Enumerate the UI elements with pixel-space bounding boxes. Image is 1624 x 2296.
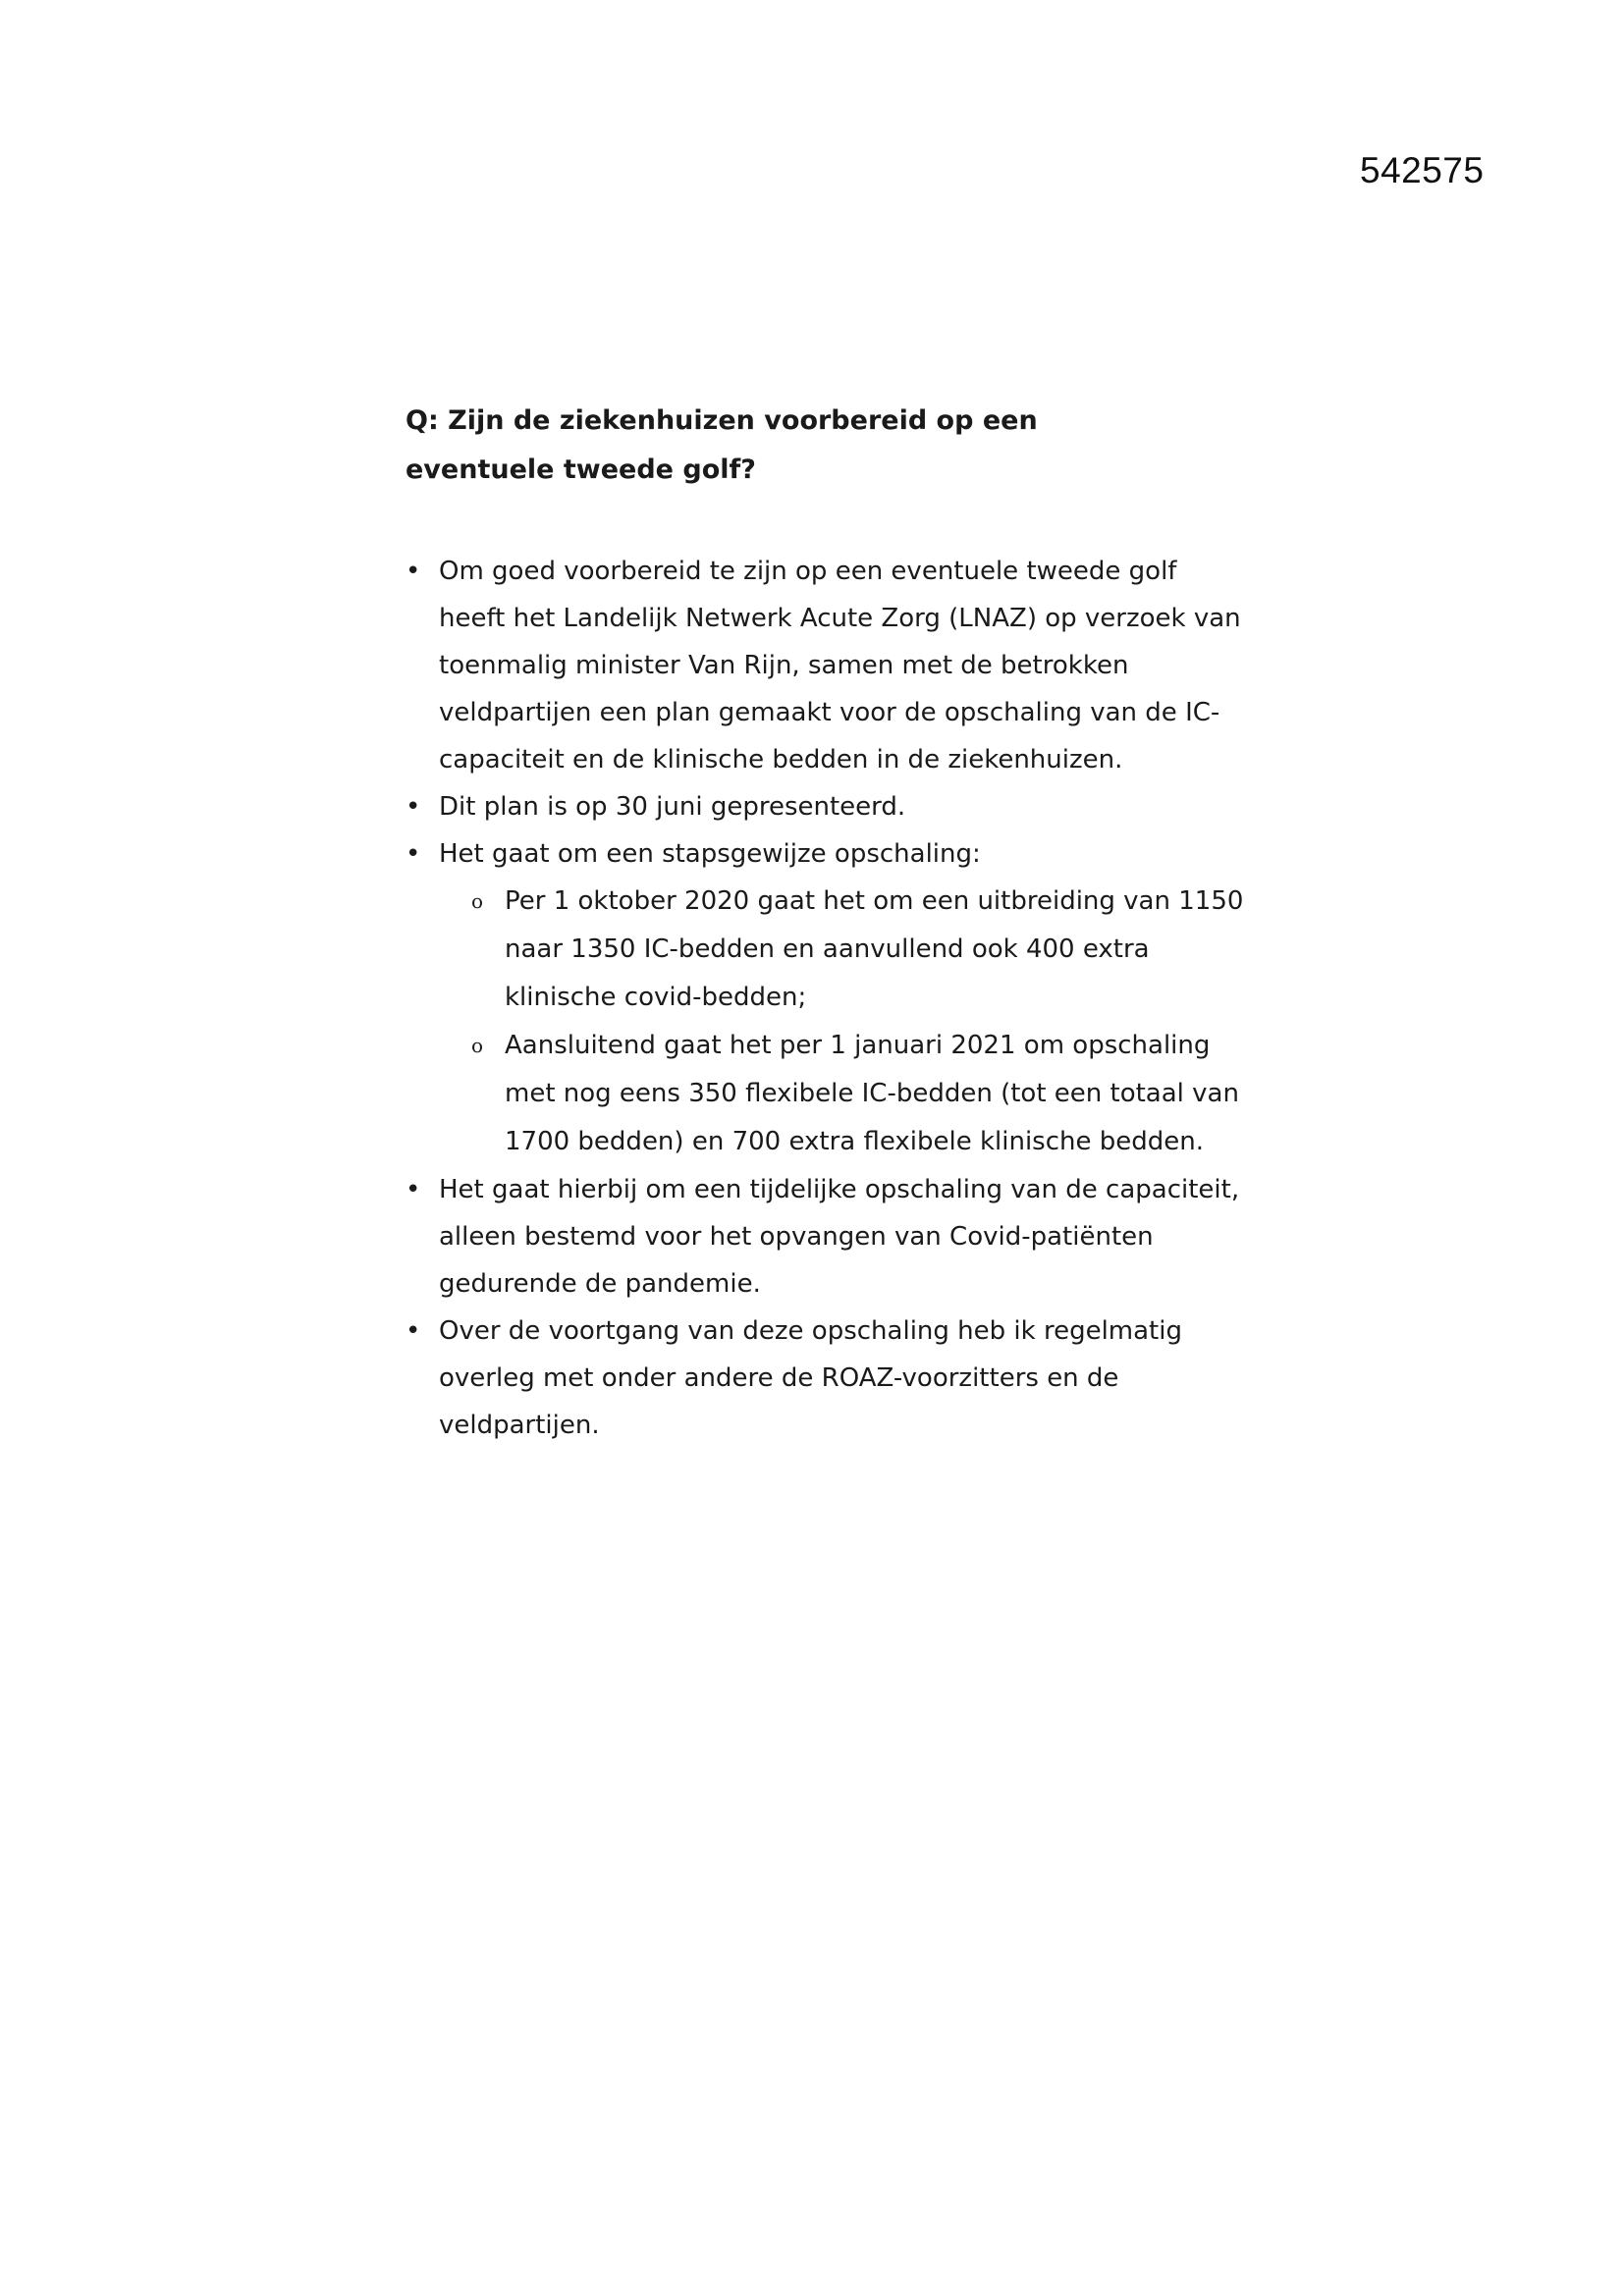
- bullet-icon: •: [406, 792, 421, 822]
- sub-list-item: [406, 878, 1250, 1022]
- question-heading: Q: Zijn de ziekenhuizen voorbereid op een eventuele tweede golf?: [406, 405, 1038, 485]
- list-item-text: Over de voortgang van deze opschaling heb ik regelmatig overleg met onder andere de ROAZ-voorzitters en de veldpartijen.: [439, 1316, 1182, 1440]
- list-item: [406, 1166, 1250, 1308]
- page-number: 542575: [1360, 150, 1485, 190]
- list-item: [406, 783, 1250, 830]
- sub-list-item: [406, 1022, 1250, 1166]
- answer-list: [406, 548, 1250, 878]
- sub-list-item-text: Per 1 oktober 2020 gaat het om een uitbreiding van 1150 naar 1350 IC-bedden en aanvullend ook 400 extra klinische covid-bedden;: [505, 886, 1244, 1012]
- bullet-icon: •: [406, 1175, 421, 1204]
- bullet-icon: •: [406, 1316, 421, 1346]
- list-item: [406, 830, 1250, 878]
- list-item: [406, 1308, 1250, 1449]
- list-item-text: Het gaat hierbij om een tijdelijke opschaling van de capaciteit, alleen bestemd voor het opvangen van Covid-patiënten gedurende de pandemie.: [439, 1175, 1240, 1299]
- circle-bullet-icon: o: [471, 1034, 484, 1057]
- list-item-text: Het gaat om een stapsgewijze opschaling:: [439, 839, 981, 869]
- sub-list-item-text: Aansluitend gaat het per 1 januari 2021 om opschaling met nog eens 350 flexibele IC-bedden (tot een totaal van 1700 bedden) en 700 extra flexibele klinische bedden.: [505, 1031, 1239, 1156]
- answer-list-continued: [406, 1166, 1250, 1449]
- sub-list: [406, 878, 1250, 1166]
- bullet-icon: •: [406, 839, 421, 869]
- document-body: [406, 397, 1250, 1449]
- bullet-icon: •: [406, 557, 421, 586]
- list-item-text: Dit plan is op 30 juni gepresenteerd.: [439, 792, 906, 822]
- list-item: [406, 548, 1250, 783]
- circle-bullet-icon: o: [471, 889, 484, 913]
- list-item-text: Om goed voorbereid te zijn op een eventuele tweede golf heeft het Landelijk Netwerk Acute Zorg (LNAZ) op verzoek van toenmalig minister Van Rijn, samen met de betrokken veldpartijen een plan gemaakt voor de opschaling van de IC-capaciteit en de klinische bedden in de ziekenhuizen.: [439, 557, 1241, 774]
